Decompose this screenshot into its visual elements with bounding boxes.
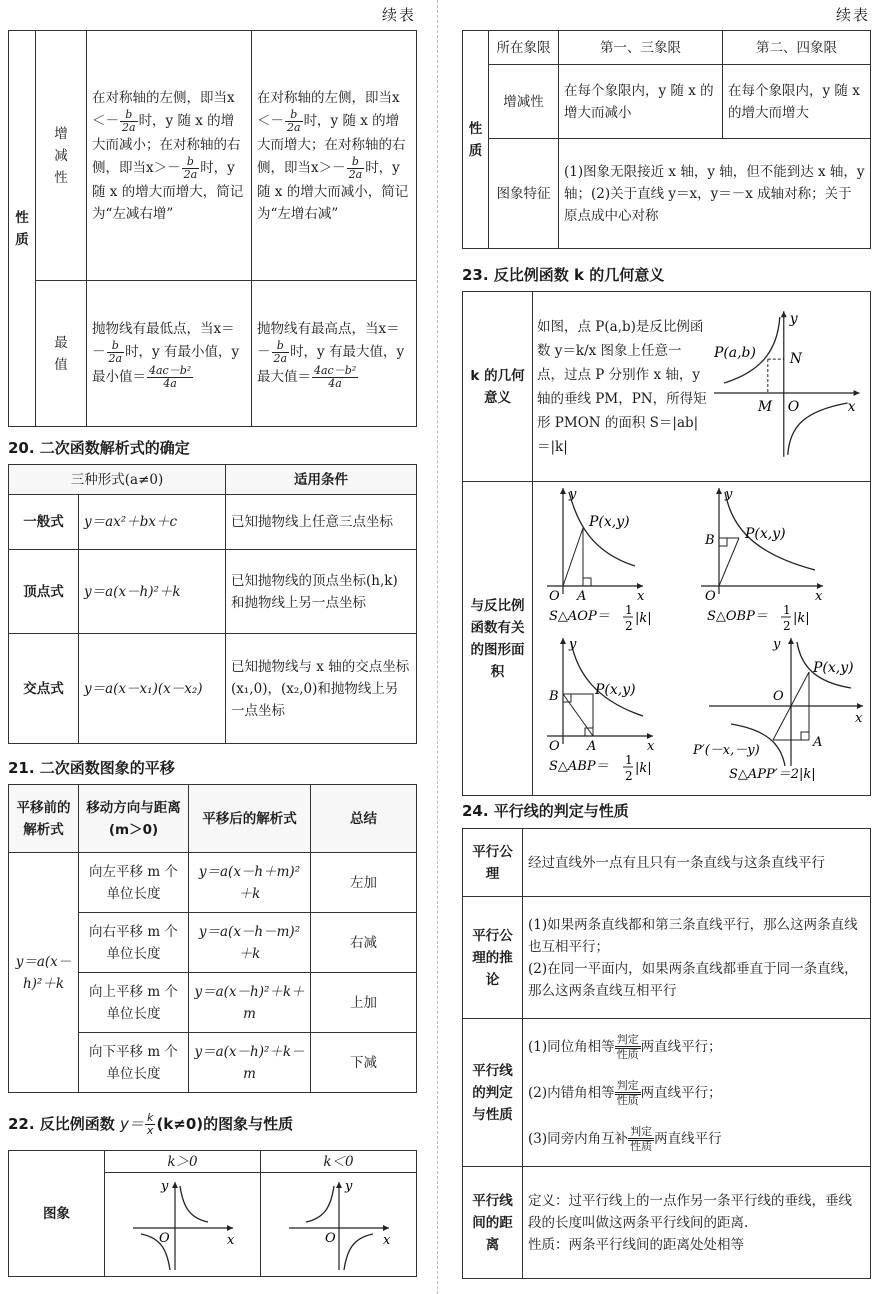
b-label: B <box>549 689 559 704</box>
prop-header: 性质 <box>9 31 36 427</box>
forms-header: 三种形式(a≠0) <box>9 465 226 495</box>
extremum-min: 抛物线有最低点，当x＝－ $\frac{b}{2a}$ 时，y 有最小值，y最小值＝ $\frac{\text{4ac－b²}}{4a}$ <box>87 281 252 427</box>
graph-k-negative <box>261 1173 417 1277</box>
mono-negative: 在每个象限内，y 随 x 的增大而增大 <box>723 65 871 139</box>
y-arrow <box>336 1182 342 1188</box>
x-label: x <box>382 1232 390 1248</box>
translation-summary: 左加 <box>311 853 417 913</box>
continued-label-left: 续表 <box>381 6 416 24</box>
mono-label: 增减性 <box>489 65 559 139</box>
quadrant-label: 所在象限 <box>489 31 559 65</box>
corollary-label: 平行公理的推论 <box>463 897 523 1019</box>
p-prime-label: P′(－x,－y) <box>693 743 760 758</box>
form-name: 交点式 <box>9 634 79 744</box>
y-arrow <box>788 638 794 644</box>
a-label: A <box>577 589 587 604</box>
column-separator <box>437 0 438 1294</box>
quadrant-positive: 第一、三象限 <box>559 31 723 65</box>
diagonal <box>563 694 593 736</box>
translation-direction: 向左平移 m 个单位长度 <box>79 853 189 913</box>
right-angle <box>719 538 727 546</box>
half-num: 1 <box>783 603 791 617</box>
criteria-label: 平行线的判定与性质 <box>463 1019 523 1167</box>
axiom-label: 平行公理 <box>463 829 523 897</box>
translation-result: y＝a(x－h)²＋k－m <box>189 1033 311 1093</box>
branch-q2 <box>306 1186 334 1222</box>
distance-text: 定义：过平行线上的一点作另一条平行线的垂线，垂线段的长度叫做这两条平行线间的距离. 性质：两条平行线间的距离处处相等 <box>523 1167 871 1279</box>
a-label: A <box>587 739 597 754</box>
extremum-max: 抛物线有最高点，当x＝－ $\frac{b}{2a}$ 时，y 有最大值，y最大值＝ $\frac{\text{4ac－b²}}{4a}$ <box>252 281 417 427</box>
abs-k: |k| <box>635 611 652 626</box>
segment-op <box>719 538 739 586</box>
form-expression: y＝ax²＋bx＋c <box>79 495 226 550</box>
translation-direction: 向下平移 m 个单位长度 <box>79 1033 189 1093</box>
form-name: 一般式 <box>9 495 79 550</box>
criteria-item: (2)内错角相等 判定 性质 两直线平行； <box>528 1078 722 1107</box>
k-meaning-cell <box>533 292 871 482</box>
x-arrow <box>383 1225 389 1231</box>
p-label: P(x,y) <box>813 660 854 676</box>
section-23-title: 23. 反比例函数 k 的几何意义 <box>462 266 665 284</box>
segment-op <box>563 528 583 586</box>
area-figures <box>533 482 869 788</box>
figure-aop <box>547 487 652 633</box>
table-inverse-graph <box>8 1150 417 1277</box>
translation-result: y＝a(x－h)²＋k＋m <box>189 973 311 1033</box>
branch-q1 <box>180 1186 208 1222</box>
table-inverse-properties <box>462 30 871 249</box>
right-angle <box>583 578 591 586</box>
p-label: P(x,y) <box>589 514 630 530</box>
half-num: 1 <box>625 603 633 617</box>
y-label: y <box>160 1178 168 1194</box>
x-arrow <box>227 1225 233 1231</box>
translation-direction: 向上平移 m 个单位长度 <box>79 973 189 1033</box>
y-label: y <box>790 310 799 327</box>
area-formula: S△AOP＝ <box>549 609 610 624</box>
x-label: x <box>637 589 645 604</box>
orig-expression: y＝a(x－h)²＋k <box>9 853 79 1093</box>
point-n-label: N <box>790 350 803 367</box>
origin-label: O <box>324 1230 336 1246</box>
feature-label: 图象特征 <box>489 139 559 249</box>
y-arrow <box>560 488 566 494</box>
o-label: O <box>549 739 560 754</box>
k-meaning-text: 如图，点 P(a,b)是反比例函数 y＝k/x 图象上任意一点，过点 P 分别作 x 轴，y 轴的垂线 PM，PN，所得矩形 PMON 的面积 S＝|ab|＝|k| <box>537 318 707 455</box>
corollary-text: (1)如果两条直线都和第三条直线平行，那么这两条直线也互相平行； (2)在同一平面内，如果两条直线都垂直于同一条直线，那么这两条直线互相平行 <box>523 897 871 1019</box>
translation-summary: 下减 <box>311 1033 417 1093</box>
half-num: 1 <box>625 753 633 767</box>
section-24-title: 24. 平行线的判定与性质 <box>462 802 629 820</box>
abs-k: |k| <box>635 761 652 776</box>
p-label: P(x,y) <box>595 682 636 698</box>
area-label: 与反比例函数有关的图形面积 <box>463 482 533 796</box>
k-meaning-label: k 的几何意义 <box>463 292 533 482</box>
form-condition: 已知抛物线与 x 轴的交点坐标(x₁,0)，(x₂,0)和抛物线上另一点坐标 <box>226 634 417 744</box>
k-negative-header: k＜0 <box>261 1151 417 1173</box>
area-formula: S△OBP＝ <box>707 609 768 624</box>
feature-text: (1)图象无限接近 x 轴，y 轴，但不能到达 x 轴，y 轴；(2)关于直线 y＝x，y＝－x 成轴对称；关于原点成中心对称 <box>559 139 871 249</box>
half-den: 2 <box>625 619 633 633</box>
translation-summary: 上加 <box>311 973 417 1033</box>
table-row <box>9 495 417 550</box>
x-label: x <box>848 398 856 415</box>
x-label: x <box>855 711 863 726</box>
dir-header: 移动方向与距离(m＞0) <box>79 785 189 853</box>
section-21-title: 21. 二次函数图象的平移 <box>8 759 175 777</box>
form-expression: y＝a(x－x₁)(x－x₂) <box>79 634 226 744</box>
table-row <box>9 634 417 744</box>
mono-positive: 在每个象限内，y 随 x 的增大而减小 <box>559 65 723 139</box>
x-arrow <box>854 389 860 395</box>
table-row <box>9 550 417 634</box>
monotonic-upward: 在对称轴的左侧，即当x＜－ $\frac{b}{2a}$ 时，y 随 x 的增大而减小；在对称轴的右侧，即当x＞－ $\frac{b}{2a}$ 时，y 随 x 的增大而增大，简记为“左减右增” <box>87 31 252 281</box>
x-label: x <box>226 1232 234 1248</box>
area-figures-cell <box>533 482 871 796</box>
translation-direction: 向右平移 m 个单位长度 <box>79 913 189 973</box>
table-translation <box>8 784 417 1093</box>
branch-q4 <box>344 1234 373 1270</box>
form-condition: 已知抛物线上任意三点坐标 <box>226 495 417 550</box>
hyperbola-negative-svg <box>279 1176 399 1274</box>
result-header: 平移后的解析式 <box>189 785 311 853</box>
table-parallel-lines <box>462 828 871 1279</box>
summary-header: 总结 <box>311 785 417 853</box>
table-row <box>9 853 417 913</box>
y-arrow <box>560 638 566 644</box>
o-label: O <box>705 589 716 604</box>
table-k-geometry <box>462 291 871 796</box>
o-label: O <box>549 589 560 604</box>
point-p-label: P(a,b) <box>714 344 757 361</box>
origin-label: O <box>158 1230 170 1246</box>
translation-result: y＝a(x－h－m)²＋k <box>189 913 311 973</box>
x-arrow <box>857 703 863 709</box>
b-label: B <box>705 533 715 548</box>
hyperbola <box>571 642 643 716</box>
y-arrow <box>781 311 787 317</box>
table-quadratic-properties <box>8 30 417 427</box>
quadrant-negative: 第二、四象限 <box>723 31 871 65</box>
a-label: A <box>813 735 823 750</box>
translation-summary: 右减 <box>311 913 417 973</box>
y-label: y <box>569 487 577 502</box>
graph-k-positive <box>105 1173 261 1277</box>
section-22-title: 22. 反比例函数 y＝ $\frac{k}{x}$ (k≠0)的图象与性质 <box>8 1111 294 1137</box>
prop-header: 性质 <box>463 31 489 249</box>
monotonic-downward: 在对称轴的左侧，即当x＜－ $\frac{b}{2a}$ 时，y 随 x 的增大而增大；在对称轴的右侧，即当x＞－ $\frac{b}{2a}$ 时，y 随 x 的增大而减小，简记为“左增右减” <box>252 31 417 281</box>
extremum-label: 最值 <box>36 281 87 427</box>
axiom-text: 经过直线外一点有且只有一条直线与这条直线平行 <box>523 829 871 897</box>
section-20-title: 20. 二次函数解析式的确定 <box>8 439 190 457</box>
y-label: y <box>773 637 781 652</box>
abs-k: |k| <box>793 611 810 626</box>
form-expression: y＝a(x－h)²＋k <box>79 550 226 634</box>
criteria-item: (1)同位角相等 判定 性质 两直线平行； <box>528 1032 722 1061</box>
k-meaning-figure <box>708 307 866 467</box>
area-formula: S△APP′＝2|k| <box>729 767 816 782</box>
y-arrow <box>716 488 722 494</box>
origin-label: O <box>788 398 800 415</box>
hyperbola-positive-svg <box>123 1176 243 1274</box>
criteria-cell <box>523 1019 871 1167</box>
half-den: 2 <box>625 769 633 783</box>
form-name: 顶点式 <box>9 550 79 634</box>
k-positive-header: k＞0 <box>105 1151 261 1173</box>
o-label: O <box>773 689 784 704</box>
graph-label: 图象 <box>9 1151 105 1277</box>
y-arrow <box>172 1182 178 1188</box>
y-label: y <box>569 637 577 652</box>
continued-label-right: 续表 <box>835 6 870 24</box>
translation-result: y＝a(x－h＋m)²＋k <box>189 853 311 913</box>
p-label: P(x,y) <box>745 526 786 542</box>
y-label: y <box>344 1178 352 1194</box>
area-formula: S△ABP＝ <box>549 759 609 774</box>
point-m-label: M <box>758 398 773 415</box>
table-quadratic-forms <box>8 464 417 744</box>
figure-app <box>692 637 863 782</box>
form-condition: 已知抛物线的顶点坐标(h,k)和抛物线上另一点坐标 <box>226 550 417 634</box>
half-den: 2 <box>783 619 791 633</box>
x-label: x <box>647 739 655 754</box>
monotonic-label: 增减性 <box>36 31 87 281</box>
orig-header: 平移前的解析式 <box>9 785 79 853</box>
figure-obp <box>701 487 823 633</box>
criteria-item: (3)同旁内角互补 判定 性质 两直线平行 <box>528 1124 722 1153</box>
x-label: x <box>815 589 823 604</box>
figure-abp <box>547 637 655 783</box>
distance-label: 平行线间的距离 <box>463 1167 523 1279</box>
y-label: y <box>725 487 733 502</box>
right-angle <box>801 732 809 740</box>
conditions-header: 适用条件 <box>226 465 417 495</box>
